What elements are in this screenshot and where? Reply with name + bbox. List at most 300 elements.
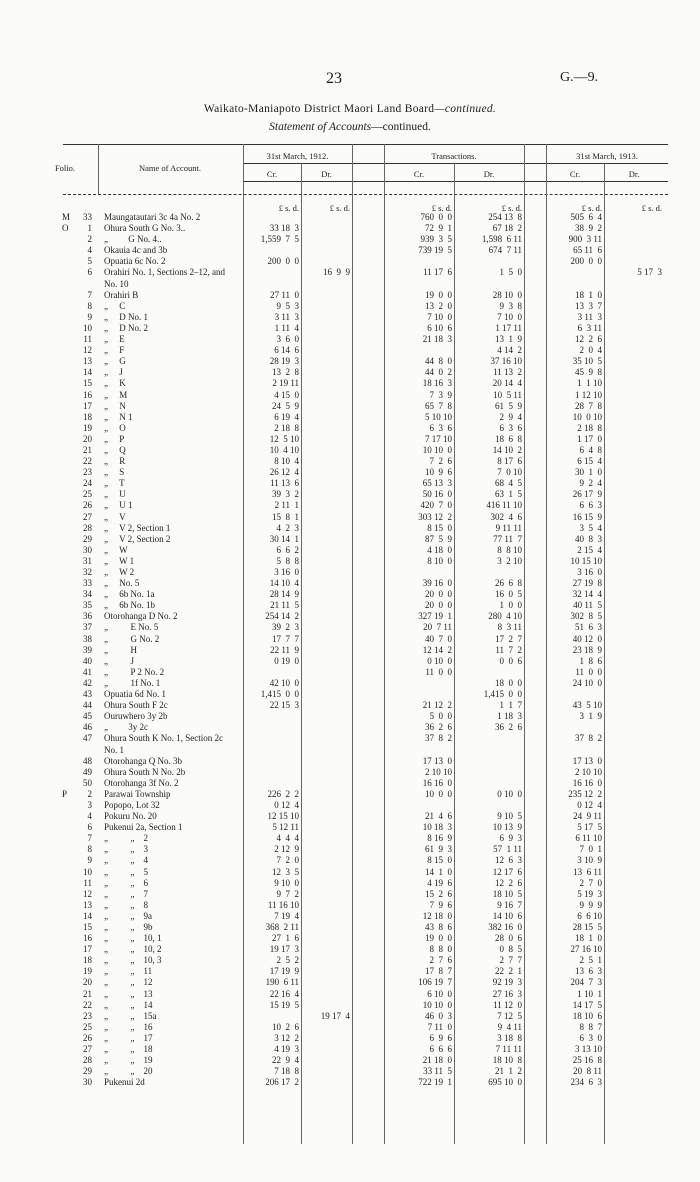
cell-transactions-cr: 15 2 6 [425,888,452,899]
account-name: „ H [104,644,137,655]
cell-transactions-cr: 39 16 0 [422,578,452,589]
cell-transactions-dr: 695 10 0 [488,1077,522,1088]
account-name: „ N [104,400,126,411]
cell-1912-cr: 1 11 4 [274,322,299,333]
cell-transactions-cr: 106 19 7 [418,977,452,988]
cell-1912-cr: 7 18 8 [274,1066,299,1077]
folio-cell: 25 [83,489,92,500]
account-name: „ „ 7 [104,888,148,899]
cell-transactions-dr: 17 2 7 [495,633,522,644]
table-row [0,767,700,778]
cell-1913-cr: 0 12 4 [577,799,602,810]
folio-cell: 47 [83,733,92,744]
folio-cell: 36 [83,611,92,622]
cell-1913-cr: 3 10 9 [577,855,602,866]
account-name: „ E No. 5 [104,622,159,633]
cell-1913-cr: 1 8 6 [579,655,602,666]
cell-transactions-dr: 9 4 11 [497,1021,522,1032]
cell-1913-cr: 27 16 10 [570,944,602,955]
cell-1913-cr: 3 1 9 [579,711,602,722]
account-name: „ M [104,389,128,400]
cell-1912-cr: 12 15 10 [267,811,299,822]
cell-transactions-dr: 382 16 0 [488,922,522,932]
table-row [0,611,700,622]
folio-cell: 27 [83,511,92,522]
cell-transactions-cr: 46 0 3 [425,1010,452,1021]
cell-transactions-cr: 327 19 1 [418,611,452,622]
cell-transactions-cr: 8 10 0 [427,555,452,566]
cell-1913-cr: 235 12 2 [568,788,602,799]
account-name: Ohura South N No. 2b [104,766,186,777]
folio-cell: 29 [83,533,92,544]
folio-cell: 21 [83,444,92,455]
table-row [0,412,700,423]
cell-1912-cr: 15 8 1 [272,511,299,522]
cell-transactions-cr: 7 10 0 [427,311,452,322]
cell-1913-cr: 6 11 10 [575,833,602,844]
account-name: „ O [104,422,126,433]
cell-1912-cr: 4 19 3 [274,1044,299,1055]
table-row [0,567,700,578]
table-row [0,989,700,1000]
account-name: Maungatautari 3c 4a No. 2 [104,212,201,222]
cell-transactions-cr: 44 0 2 [425,367,452,378]
cell-1913-cr: 10 15 10 [570,555,602,566]
cell-1912-cr: 9 10 0 [274,877,299,888]
transactions-cr-heading: Cr. [413,169,425,179]
cell-transactions-dr: 67 18 2 [492,223,522,234]
table-row [0,645,700,656]
cell-transactions-dr: 9 16 7 [497,899,522,910]
account-name: „ „ 3 [104,844,148,855]
cell-1913-cr: 17 13 0 [572,755,602,766]
table-row [0,689,700,700]
cell-transactions-cr: 7 2 6 [429,456,452,467]
cell-1912-cr: 17 19 9 [269,966,299,977]
table-row [0,889,700,900]
cell-1912-dr: 19 17 4 [320,1010,350,1021]
cell-transactions-dr: 254 13 8 [488,212,522,222]
account-name: „ „ 9a [104,910,152,921]
account-name: Ohura South F 2c [104,700,168,711]
folio-cell: 18 [83,955,92,966]
folio-cell: 28 [83,1055,92,1066]
table-row [0,878,700,889]
folio-cell: 21 [83,988,92,999]
table-row [0,523,700,534]
account-name: „ 1f No. 1 [104,677,161,688]
table-row [0,279,700,290]
cell-1913-cr: 13 6 11 [573,866,602,877]
cell-transactions-dr: 12 17 6 [492,866,522,877]
cell-transactions-dr: 77 11 7 [493,533,522,544]
cell-transactions-dr: 26 6 8 [495,578,522,589]
cell-1912-cr: 11 16 10 [267,899,299,910]
table-row [0,656,700,667]
cell-transactions-cr: 37 8 2 [425,733,452,744]
cell-1913-cr: 7 0 1 [579,844,602,855]
cell-1913-cr: 302 8 5 [570,611,602,622]
folio-cell: 11 [83,334,92,345]
table-row [0,345,700,356]
folio-cell: 26 [83,500,92,511]
account-name: „ „ 16 [104,1021,153,1032]
account-name: „ „ 19 [104,1055,153,1066]
table-row [0,367,700,378]
cell-1913-cr: 25 16 8 [572,1055,602,1066]
cell-transactions-dr: 416 11 10 [486,500,522,511]
subtitle-text: Statement of Accounts [269,121,372,133]
folio-cell: 35 [83,600,92,611]
cell-transactions-dr: 9 10 5 [497,811,522,822]
account-name: Otorohanga Q No. 3b [104,755,182,766]
cell-transactions-cr: 7 11 0 [427,1021,452,1032]
folio-cell: 4 [87,245,92,256]
cell-transactions-dr: 12 2 6 [495,877,522,888]
account-name: Okauia 4c and 3b [104,245,168,256]
folio-cell: 19 [83,966,92,977]
table-row [0,223,700,234]
cell-1913-cr: 28 7 8 [575,400,602,411]
cell-transactions-dr: 7 12 5 [497,1010,522,1021]
period1-dr-units: £ s. d. [329,203,350,213]
folio-cell: 33 [83,212,92,222]
cell-1913-cr: 18 1 0 [575,289,602,300]
period1-dr-heading: Dr. [321,169,332,179]
cell-transactions-cr: 50 16 0 [422,489,452,500]
cell-transactions-dr: 280 4 10 [488,611,522,622]
folio-cell: 12 [83,345,92,356]
folio-cell: 10 [83,322,92,333]
folio-cell: 29 [83,1066,92,1077]
folio-cell: 9 [87,855,92,866]
cell-transactions-dr: 8 17 6 [497,456,522,467]
account-name: „ „ 20 [104,1066,153,1077]
cell-transactions-cr: 4 19 6 [427,877,452,888]
folio-cell: 9 [87,311,92,322]
account-name: „ 3y 2c [104,722,148,733]
cell-1913-cr: 10 0 10 [572,411,602,422]
cell-transactions-dr: 7 0 10 [497,467,522,478]
ledger-letter: O [62,223,69,234]
cell-1913-cr: 2 7 0 [579,877,602,888]
folio-cell: 44 [83,700,92,711]
cell-transactions-cr: 18 16 3 [422,378,452,389]
cell-transactions-dr: 63 1 5 [495,489,522,500]
cell-1913-cr: 1 10 1 [577,988,602,999]
cell-transactions-dr: 2 7 7 [499,955,522,966]
cell-1912-cr: 11 13 6 [270,478,299,489]
cell-1912-cr: 190 6 11 [265,977,299,988]
cell-transactions-dr: 1,598 6 11 [481,234,522,245]
cell-1912-cr: 4 4 4 [276,833,299,844]
account-name: „ „ 13 [104,988,153,999]
cell-1912-cr: 9 5 3 [276,300,299,311]
table-row [0,944,700,955]
table-row [0,900,700,911]
table-row [0,634,700,645]
account-name: „ G No. 2 [104,633,160,644]
account-name: „ T [104,478,125,489]
cell-transactions-dr: 1 17 11 [495,322,522,333]
cell-1912-cr: 22 9 4 [272,1055,299,1066]
account-name: No. 10 [104,278,129,289]
account-name: „ „ 18 [104,1044,153,1055]
account-name: „ D No. 1 [104,311,148,322]
cell-1912-cr: 6 6 2 [276,544,299,555]
folio-cell: 20 [83,433,92,444]
cell-transactions-cr: 303 12 2 [418,511,452,522]
cell-transactions-dr: 9 3 8 [499,300,522,311]
cell-transactions-cr: 0 10 0 [427,655,452,666]
cell-transactions-dr: 0 8 5 [499,944,522,955]
folio-cell: 30 [83,1077,92,1088]
folio-cell: 16 [83,933,92,944]
cell-transactions-dr: 18 10 5 [492,888,522,899]
folio-cell: 34 [83,589,92,600]
table-row [0,911,700,922]
folio-cell: 26 [83,1032,92,1043]
cell-transactions-cr: 17 13 0 [422,755,452,766]
account-name: „ N 1 [104,411,133,422]
table-row [0,678,700,689]
period1-heading: 31st March, 1912. [266,151,329,161]
table-row [0,301,700,312]
folio-cell: 4 [87,811,92,822]
folio-cell: 37 [83,622,92,633]
account-name: Pokuru No. 20 [104,811,157,822]
cell-1913-cr: 3 5 4 [579,522,602,533]
cell-transactions-cr: 12 18 0 [422,910,452,921]
account-name: „ U [104,489,126,500]
heading-bottom-rule [63,194,668,195]
account-name: Popopo, Lot 32 [104,799,160,810]
folio-cell: 41 [83,666,92,677]
folio-cell: 20 [83,977,92,988]
cell-transactions-dr: 22 2 1 [495,966,522,977]
folio-cell: 28 [83,522,92,533]
account-name: „ „ 8 [104,899,148,910]
account-name: „ „ 6 [104,877,148,888]
folio-cell: 6 [87,267,92,278]
name-heading: Name of Account. [138,163,202,173]
cell-transactions-cr: 8 15 0 [427,522,452,533]
cell-1912-cr: 0 12 4 [274,799,299,810]
folio-cell: 12 [83,888,92,899]
account-name: „ 6b No. 1a [104,589,155,600]
cell-1913-cr: 204 7 3 [570,977,602,988]
table-row [0,977,700,988]
cell-transactions-cr: 65 13 3 [422,478,452,489]
cell-transactions-cr: 87 5 9 [425,533,452,544]
table-row [0,700,700,711]
cell-1913-cr: 40 12 0 [572,633,602,644]
cell-1913-cr: 32 14 4 [572,589,602,600]
page-number: 23 [326,70,342,87]
cell-transactions-cr: 13 2 0 [425,300,452,311]
cell-1913-cr: 37 8 2 [575,733,602,744]
cell-1912-cr: 2 12 9 [274,844,299,855]
cell-1912-cr: 206 17 2 [265,1077,299,1088]
cell-1913-cr: 24 9 11 [573,811,602,822]
folio-cell: 45 [83,711,92,722]
table-row [0,423,700,434]
cell-transactions-cr: 722 19 1 [418,1077,452,1088]
account-name: „ „ 15a [104,1010,157,1021]
cell-1912-cr: 9 7 2 [276,888,299,899]
cell-1913-cr: 40 8 3 [575,533,602,544]
cell-1912-cr: 12 3 5 [272,866,299,877]
cell-transactions-dr: 7 10 0 [497,311,522,322]
folio-cell: 8 [87,300,92,311]
table-row [0,456,700,467]
account-name: „ R [104,456,126,467]
cell-transactions-dr: 302 4 6 [490,511,522,522]
table-row [0,401,700,412]
title-suffix: —continued. [434,103,497,115]
folio-cell: 14 [83,910,92,921]
table-row [0,589,700,600]
cell-1913-cr: 24 10 0 [572,677,602,688]
cell-transactions-cr: 20 0 0 [425,600,452,611]
cell-1913-cr: 12 2 6 [575,334,602,345]
folio-cell: 6 [87,822,92,833]
account-name: „ G No. 4.. [104,234,162,245]
cell-1912-cr: 3 12 2 [274,1032,299,1043]
account-name: „ No. 5 [104,578,140,589]
cell-1912-cr: 17 7 7 [272,633,299,644]
cell-transactions-cr: 6 10 0 [427,988,452,999]
folio-cell: 18 [83,411,92,422]
folio-cell: 22 [83,999,92,1010]
cell-1912-cr: 6 19 4 [274,411,299,422]
table-row [0,1000,700,1011]
cell-1912-cr: 7 19 4 [274,910,299,921]
cell-transactions-dr: 92 19 3 [492,977,522,988]
cell-1913-cr: 6 4 8 [579,444,602,455]
cell-1913-cr: 200 0 0 [570,256,602,267]
cell-1912-cr: 13 2 8 [272,367,299,378]
folio-heading: Folio. [54,163,76,173]
cell-1912-cr: 8 10 4 [274,456,299,467]
folio-cell: 10 [83,866,92,877]
cell-1913-cr: 1 17 0 [577,433,602,444]
account-name: Otorohanga 3f No. 2 [104,777,179,788]
cell-1912-cr: 21 11 5 [270,600,299,611]
account-name: „ „ 10, 2 [104,944,162,955]
account-name: „ „ 10, 3 [104,955,162,966]
table-row [0,745,700,756]
cell-1913-cr: 13 6 3 [575,966,602,977]
cell-transactions-dr: 18 6 8 [495,433,522,444]
account-name: „ P 2 No. 2 [104,666,165,677]
folio-cell: 33 [83,578,92,589]
cell-transactions-cr: 10 10 0 [422,444,452,455]
cell-transactions-cr: 11 17 6 [423,267,452,278]
table-row [0,334,700,345]
table-row [0,390,700,401]
cell-1912-cr: 24 5 9 [272,400,299,411]
cell-transactions-cr: 10 18 3 [422,822,452,833]
account-name: „ „ 12 [104,977,153,988]
cell-transactions-cr: 44 8 0 [425,356,452,367]
folio-cell: 22 [83,456,92,467]
cell-transactions-cr: 19 0 0 [425,289,452,300]
cell-transactions-dr: 8 3 11 [497,622,522,633]
table-row [0,534,700,545]
account-name: Orahiri No. 1, Sections 2–12, and [104,267,225,278]
cell-transactions-dr: 3 2 10 [497,555,522,566]
account-name: Parawai Township [104,788,171,799]
cell-1912-cr: 2 19 11 [272,378,299,389]
cell-1913-cr: 28 15 5 [572,922,602,932]
cell-1912-cr: 27 1 6 [272,933,299,944]
cell-transactions-cr: 5 10 10 [425,411,452,422]
cell-transactions-dr: 0 0 6 [499,655,522,666]
cell-transactions-dr: 7 11 11 [495,1044,522,1055]
cell-1913-cr: 30 1 0 [575,467,602,478]
account-name: „ U 1 [104,500,133,511]
folio-cell: 40 [83,655,92,666]
cell-transactions-dr: 27 16 3 [492,988,522,999]
table-row [0,1044,700,1055]
cell-1912-cr: 10 4 10 [269,444,299,455]
cell-transactions-cr: 43 8 6 [425,922,452,932]
cell-transactions-dr: 6 3 6 [499,422,522,433]
cell-1913-cr: 13 3 7 [575,300,602,311]
folio-cell: 14 [83,367,92,378]
table-row [0,1077,700,1088]
cell-transactions-dr: 14 10 2 [492,444,522,455]
cell-1913-cr: 2 18 8 [577,422,602,433]
cell-1912-cr: 5 12 11 [272,822,299,833]
cell-transactions-cr: 20 7 11 [423,622,452,633]
period2-cr-heading: Cr. [569,169,581,179]
account-name: „ C [104,300,126,311]
document-title [0,103,700,115]
cell-1913-cr: 2 0 4 [579,345,602,356]
account-name: „ „ 14 [104,999,153,1010]
table-row [0,1066,700,1077]
cell-transactions-dr: 16 0 5 [495,589,522,600]
transactions-dr-units: £ s. d. [501,203,522,213]
folio-cell: 8 [87,844,92,855]
cell-1912-cr: 3 16 0 [274,567,299,577]
table-row [0,378,700,389]
cell-1912-cr: 200 0 0 [267,256,299,267]
account-name: „ V 2, Section 2 [104,533,171,544]
folio-cell: 5 [87,256,92,267]
table-row [0,212,700,223]
cell-transactions-cr: 6 6 6 [429,1044,452,1055]
period2-dr-heading: Dr. [628,169,640,179]
cell-1913-cr: 505 6 4 [570,212,602,222]
account-name: „ „ 4 [104,855,148,866]
table-row [0,733,700,744]
folio-cell: 17 [83,944,92,955]
cell-1912-cr: 2 18 8 [274,422,299,433]
cell-1912-cr: 15 19 5 [269,999,299,1010]
folio-cell: 17 [83,400,92,411]
cell-transactions-dr: 21 1 2 [495,1066,522,1077]
cell-1912-cr: 33 18 3 [269,223,299,234]
cell-1913-cr: 35 10 5 [572,356,602,367]
folio-cell: 7 [87,833,92,844]
cell-1913-cr: 234 6 3 [570,1077,602,1088]
table-row [0,434,700,445]
folio-cell: 19 [83,422,92,433]
table-row [0,445,700,456]
